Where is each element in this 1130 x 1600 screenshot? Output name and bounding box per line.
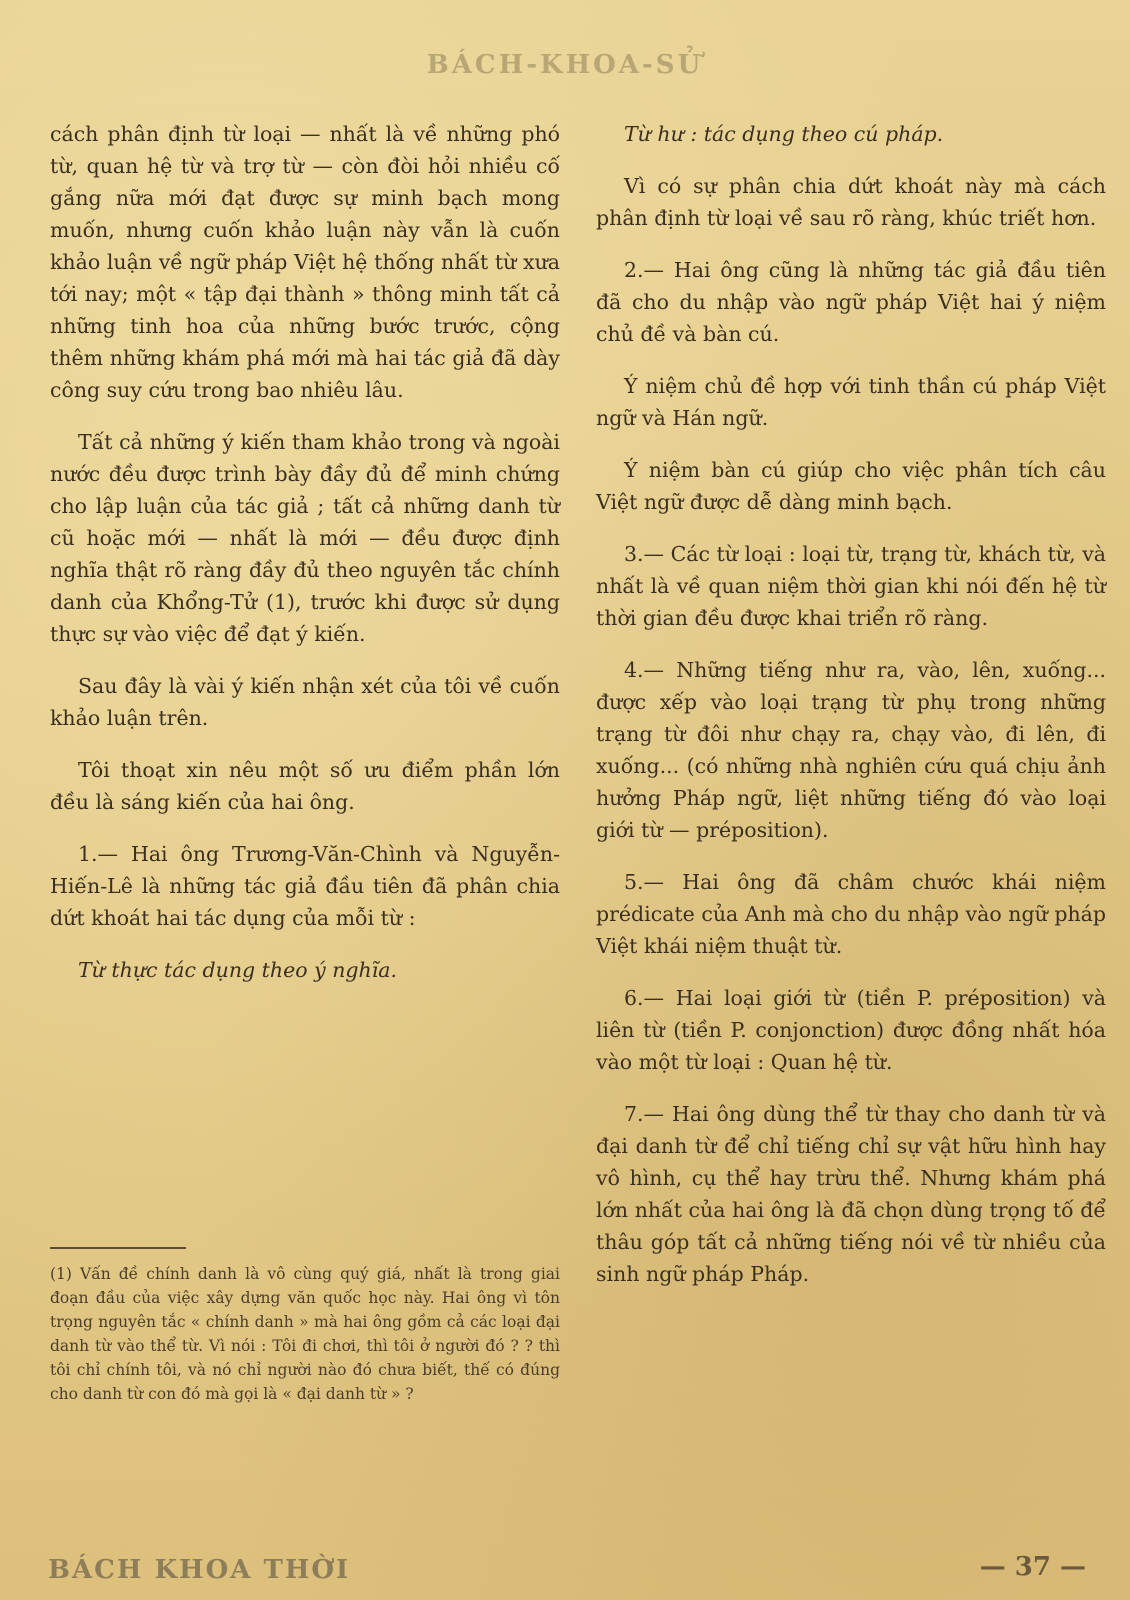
- footer-left: BÁCH KHOA THỜI: [48, 1555, 351, 1585]
- left-paragraph-2: Tất cả những ý kiến tham khảo trong và ngoài nước đều được trình bày đầy đủ để minh chứng cho lập luận của tác giả ; tất cả những danh từ cũ hoặc mới — nhất là mới — đều được định nghĩa thật rõ ràng đầy đủ theo nguyên tắc chính danh của Khổng-Tử (1), trước khi được sử dụng thực sự vào việc để đạt ý kiến.: [50, 430, 560, 646]
- right-paragraph-10: 7.— Hai ông dùng thể từ thay cho danh từ và đại danh từ để chỉ tiếng chỉ sự vật hữu hình hay vô hình, cụ thể hay trừu thể. Nhưng khám phá lớn nhất của hai ông là đã chọn dùng trọng tố để thâu góp tất cả những tiếng nói về từ nhiều của sinh ngữ pháp Pháp.: [596, 1102, 1106, 1286]
- left-paragraph-5: 1.— Hai ông Trương-Văn-Chình và Nguyễn-Hiến-Lê là những tác giả đầu tiên đã phân chia dứt khoát hai tác dụng của mỗi từ :: [50, 842, 560, 930]
- running-head: BÁCH-KHOA-SỬ: [426, 50, 704, 80]
- right-paragraph-6: 3.— Các từ loại : loại từ, trạng từ, khách từ, và nhất là về quan niệm thời gian khi nói đến hệ từ thời gian đều được khai triển rõ ràng.: [596, 542, 1106, 630]
- right-column: [596, 118, 1106, 1310]
- right-paragraph-9: 6.— Hai loại giới từ (tiền P. préposition) và liên từ (tiền P. conjonction) được đồng nhất hóa vào một từ loại : Quan hệ từ.: [596, 986, 1106, 1074]
- right-paragraph-8: 5.— Hai ông đã châm chước khái niệm prédicate của Anh mà cho du nhập vào ngữ pháp Việt khái niệm thuật từ.: [596, 870, 1106, 958]
- right-paragraph-3: 2.— Hai ông cũng là những tác giả đầu tiên đã cho du nhập vào ngữ pháp Việt hai ý niệm chủ đề và bàn cú.: [596, 258, 1106, 346]
- right-paragraph-1: Từ hư : tác dụng theo cú pháp.: [624, 122, 944, 146]
- page-number: — 37 —: [979, 1552, 1086, 1582]
- left-paragraph-1: cách phân định từ loại — nhất là về những phó từ, quan hệ từ và trợ từ — còn đòi hỏi nhiều cố gắng nữa mới đạt được sự minh bạch mong muốn, nhưng cuốn khảo luận này vẫn là cuốn khảo luận về ngữ pháp Việt hệ thống nhất từ xưa tới nay; một « tập đại thành » thông minh tất cả những tinh hoa của những bước trước, cộng thêm những khám phá mới mà hai tác giả đã dày công suy cứu trong bao nhiêu lâu.: [50, 122, 560, 402]
- left-column: [50, 118, 560, 1006]
- left-paragraph-3: Sau đây là vài ý kiến nhận xét của tôi về cuốn khảo luận trên.: [50, 674, 560, 730]
- left-paragraph-6: Từ thực tác dụng theo ý nghĩa.: [78, 958, 398, 982]
- footnote: (1) Vấn đề chính danh là vô cùng quý giá, nhất là trong giai đoạn đầu của việc xây dựng văn quốc học này. Hai ông vì tôn trọng nguyên tắc « chính danh » mà hai ông gồm cả các loại đại danh từ vào thể từ. Vì nói : Tôi đi chơi, thì tôi ở người đó ? ? thì tôi chỉ chính tôi, và nó chỉ người nào đó chưa biết, thế có đúng cho danh từ con đó mà gọi là « đại danh từ » ?: [50, 1265, 560, 1403]
- left-paragraph-4: Tôi thoạt xin nêu một số ưu điểm phần lớn đều là sáng kiến của hai ông.: [50, 758, 560, 814]
- footnote-rule: [50, 1247, 186, 1249]
- right-paragraph-7: 4.— Những tiếng như ra, vào, lên, xuống... được xếp vào loại trạng từ phụ trong những trạng từ đôi như chạy ra, chạy vào, đi lên, đi xuống... (có những nhà nghiên cứu quá chịu ảnh hưởng Pháp ngữ, liệt những tiếng đó vào loại giới từ — préposition).: [596, 658, 1106, 842]
- right-paragraph-4: Ý niệm chủ đề hợp với tinh thần cú pháp Việt ngữ và Hán ngữ.: [596, 374, 1106, 430]
- right-paragraph-2: Vì có sự phân chia dứt khoát này mà cách phân định từ loại về sau rõ ràng, khúc triết hơn.: [596, 174, 1106, 230]
- right-paragraph-5: Ý niệm bàn cú giúp cho việc phân tích câu Việt ngữ được dễ dàng minh bạch.: [596, 458, 1106, 514]
